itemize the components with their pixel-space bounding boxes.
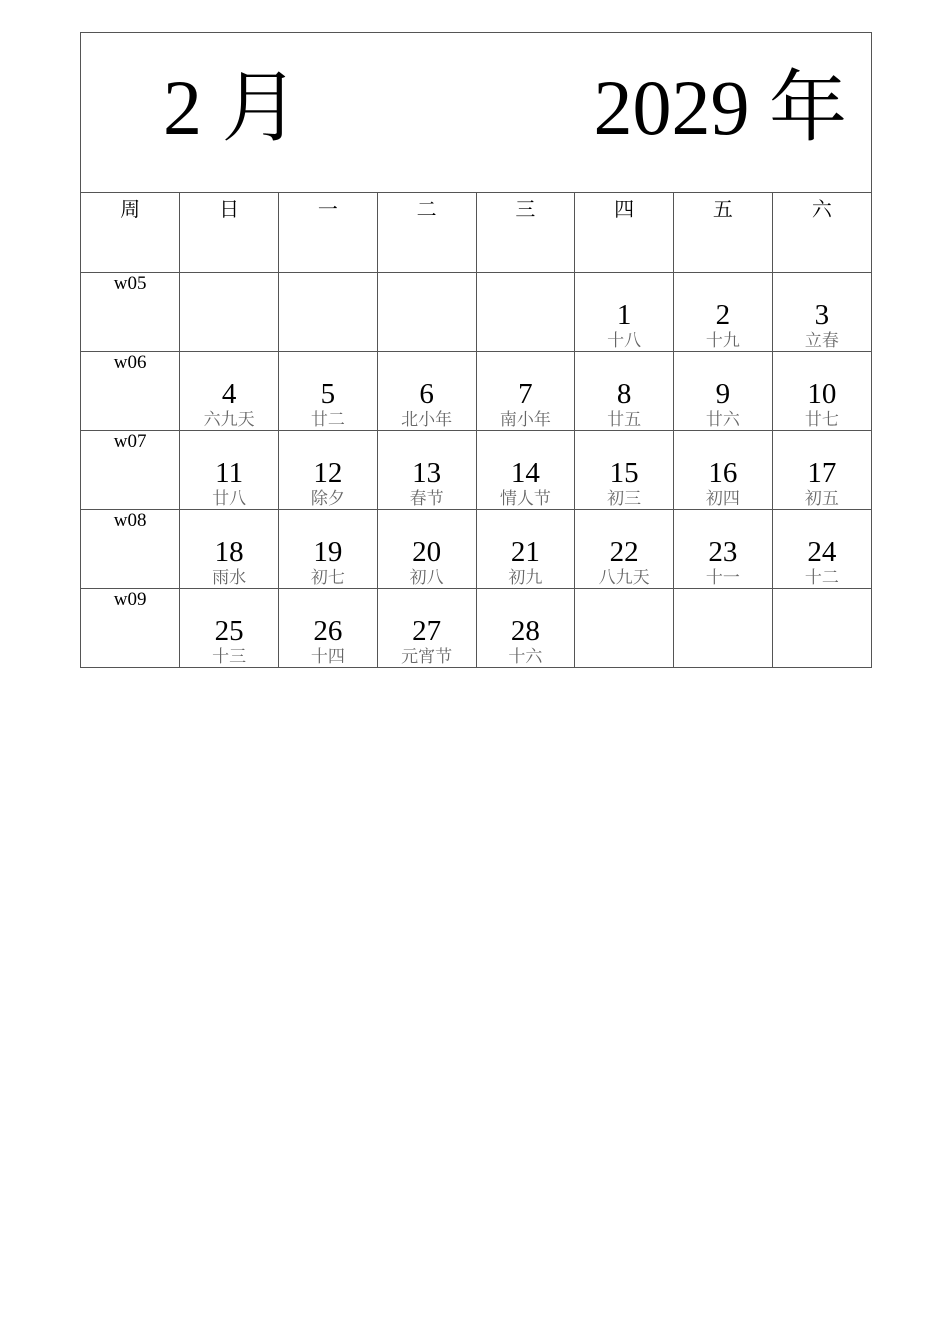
empty-day-cell	[377, 272, 476, 351]
day-cell	[772, 351, 871, 430]
day-cell	[279, 588, 378, 667]
day-cell	[575, 351, 674, 430]
day-number: 18	[214, 535, 244, 568]
day-cell	[377, 509, 476, 588]
day-number: 3	[814, 298, 830, 331]
lunar-date-label: 十六	[508, 646, 543, 667]
day-cell	[180, 430, 279, 509]
lunar-date-label: 北小年	[401, 409, 453, 430]
lunar-date-label: 十三	[212, 646, 247, 667]
weekday-header-thursday: 四	[575, 193, 674, 272]
day-cell	[476, 509, 575, 588]
lunar-date-label: 六九天	[203, 409, 255, 430]
day-number: 13	[412, 456, 442, 489]
lunar-date-label: 初五	[804, 488, 839, 509]
day-number: 1	[616, 298, 632, 331]
lunar-date-label: 十四	[310, 646, 345, 667]
day-cell	[180, 351, 279, 430]
day-number: 8	[616, 377, 632, 410]
weekday-header-saturday: 六	[772, 193, 871, 272]
week-number: w05	[81, 272, 180, 351]
week-number: w08	[81, 509, 180, 588]
week-row	[81, 588, 871, 667]
empty-day-cell	[279, 272, 378, 351]
lunar-date-label: 十一	[705, 567, 740, 588]
day-cell	[180, 588, 279, 667]
lunar-date-label: 南小年	[499, 409, 551, 430]
month-title: 2 月	[163, 64, 300, 151]
day-cell	[674, 509, 773, 588]
lunar-date-label: 除夕	[310, 488, 345, 509]
empty-day-cell	[476, 272, 575, 351]
week-row	[81, 272, 871, 351]
lunar-date-label: 春节	[409, 488, 444, 509]
lunar-date-label: 八九天	[598, 567, 650, 588]
weekday-header-sunday: 日	[180, 193, 279, 272]
lunar-date-label: 情人节	[499, 488, 551, 509]
day-cell	[476, 351, 575, 430]
weekday-header-friday: 五	[674, 193, 773, 272]
lunar-date-label: 初八	[409, 567, 444, 588]
day-cell	[772, 272, 871, 351]
empty-day-cell	[772, 588, 871, 667]
day-cell	[377, 430, 476, 509]
lunar-date-label: 廿六	[705, 409, 740, 430]
day-cell	[180, 509, 279, 588]
weekday-header-tuesday: 二	[377, 193, 476, 272]
day-number: 26	[313, 614, 343, 647]
day-cell	[279, 351, 378, 430]
day-cell	[674, 351, 773, 430]
week-row	[81, 351, 871, 430]
day-number: 7	[518, 377, 533, 410]
lunar-date-label: 廿七	[804, 409, 839, 430]
week-number: w06	[81, 351, 180, 430]
day-number: 10	[807, 377, 837, 410]
day-cell	[279, 430, 378, 509]
day-number: 23	[708, 535, 738, 568]
week-number: w09	[81, 588, 180, 667]
lunar-date-label: 立春	[804, 330, 839, 351]
lunar-date-label: 十二	[804, 567, 839, 588]
calendar-header	[81, 33, 871, 193]
week-number: w07	[81, 430, 180, 509]
day-cell	[476, 430, 575, 509]
lunar-date-label: 十九	[705, 330, 740, 351]
empty-day-cell	[575, 588, 674, 667]
weekday-header-monday: 一	[279, 193, 378, 272]
lunar-date-label: 初九	[508, 567, 543, 588]
day-number: 14	[510, 456, 540, 489]
lunar-date-label: 雨水	[212, 567, 247, 588]
day-number: 28	[510, 614, 540, 647]
day-number: 4	[221, 377, 237, 410]
day-number: 2	[715, 298, 731, 331]
day-number: 16	[708, 456, 738, 489]
lunar-date-label: 初四	[705, 488, 740, 509]
day-cell	[476, 588, 575, 667]
day-number: 6	[419, 377, 434, 410]
lunar-date-label: 廿二	[310, 409, 345, 430]
lunar-date-label: 廿八	[212, 488, 247, 509]
day-cell	[279, 509, 378, 588]
week-row	[81, 509, 871, 588]
calendar-grid	[81, 193, 871, 667]
lunar-date-label: 廿五	[607, 409, 642, 430]
day-number: 25	[214, 614, 244, 647]
weekday-header-row	[81, 193, 871, 272]
day-number: 5	[320, 377, 336, 410]
week-column-header: 周	[81, 193, 180, 272]
year-title: 2029 年	[593, 64, 847, 151]
day-number: 9	[715, 377, 731, 410]
day-number: 27	[412, 614, 442, 647]
day-number: 20	[412, 535, 442, 568]
calendar-page	[80, 32, 872, 668]
day-number: 24	[807, 535, 837, 568]
day-cell	[772, 430, 871, 509]
day-number: 17	[807, 456, 837, 489]
lunar-date-label: 元宵节	[401, 646, 453, 667]
day-number: 12	[313, 456, 343, 489]
day-number: 15	[609, 456, 639, 489]
day-cell	[575, 430, 674, 509]
day-cell	[674, 430, 773, 509]
day-cell	[674, 272, 773, 351]
day-cell	[377, 588, 476, 667]
empty-day-cell	[180, 272, 279, 351]
lunar-date-label: 初七	[310, 567, 345, 588]
day-cell	[772, 509, 871, 588]
day-number: 21	[510, 535, 540, 568]
day-cell	[575, 509, 674, 588]
empty-day-cell	[674, 588, 773, 667]
day-number: 19	[313, 535, 343, 568]
lunar-date-label: 初三	[607, 488, 642, 509]
day-cell	[575, 272, 674, 351]
weekday-header-wednesday: 三	[476, 193, 575, 272]
day-number: 22	[609, 535, 639, 568]
day-number: 11	[215, 456, 244, 489]
day-cell	[377, 351, 476, 430]
lunar-date-label: 十八	[607, 330, 642, 351]
week-row	[81, 430, 871, 509]
